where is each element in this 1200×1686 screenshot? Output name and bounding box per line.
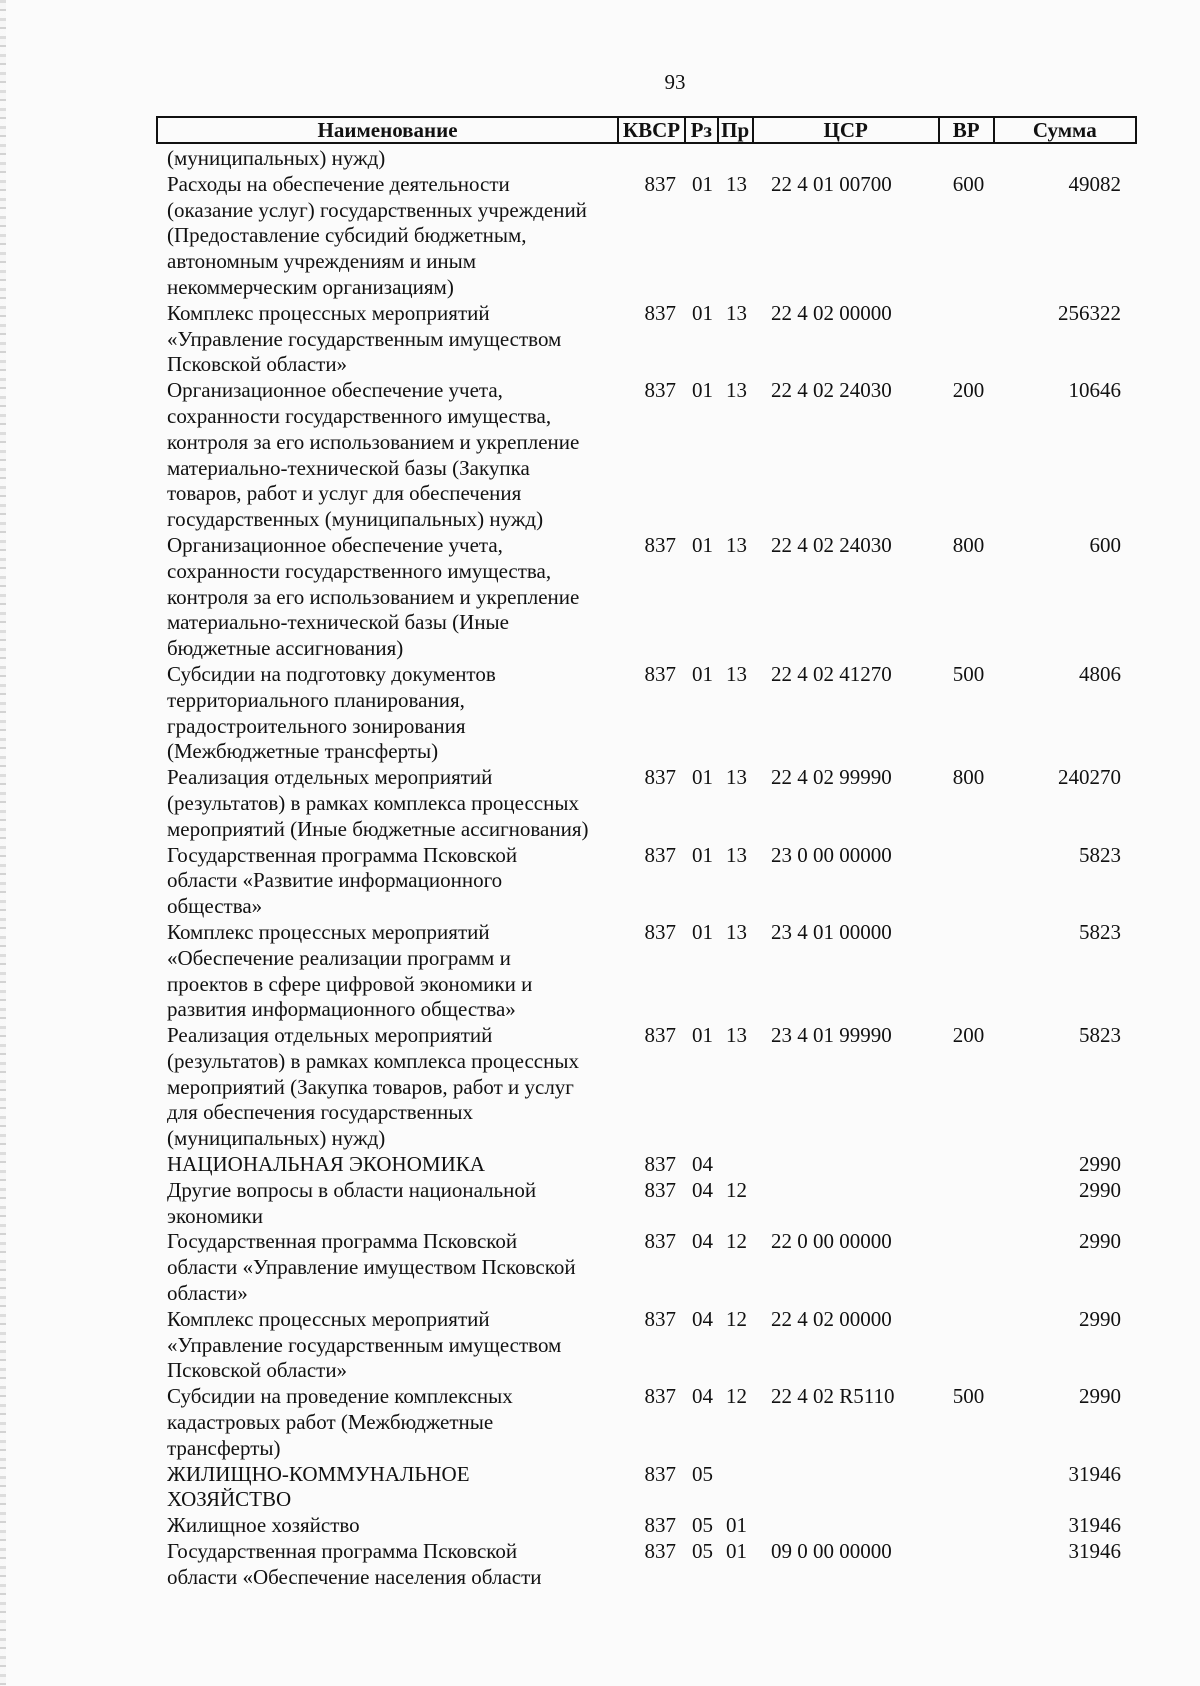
header-rz: Рз [686, 118, 719, 142]
cell-vr [941, 146, 996, 172]
cell-name: Расходы на обеспечение деятельности (оказание услуг) государственных учреждений (Предоставление субсидий бюджетным, автономным учреждениям и иным некоммерческим организациям) [167, 171, 587, 299]
cell-sum: 2990 [1079, 1384, 1121, 1409]
cell-pr: 13 [726, 300, 747, 325]
cell-rz: 01 [692, 661, 713, 686]
cell-kvsr: 837 [644, 1023, 676, 1048]
cell-kvsr: 837 [644, 378, 676, 403]
cell-csr: 22 4 02 24030 [771, 532, 892, 557]
table-row [156, 1513, 1137, 1539]
header-kvsr: КВСР [619, 118, 686, 142]
cell-pr: 01 [726, 1539, 747, 1564]
cell-sum: 2990 [1079, 1177, 1121, 1202]
cell-rz: 01 [692, 171, 713, 196]
cell-rz: 01 [692, 1023, 713, 1048]
cell-sum [996, 146, 1137, 172]
cell-vr: 200 [952, 1023, 985, 1048]
cell-kvsr [619, 146, 686, 172]
cell-vr: 800 [952, 765, 985, 790]
cell-kvsr: 837 [644, 1306, 676, 1331]
cell-csr: 22 4 02 R5110 [771, 1384, 895, 1409]
header-csr: ЦСР [754, 118, 940, 142]
cell-name: Субсидии на проведение комплексных кадастровых работ (Межбюджетные трансферты) [167, 1384, 513, 1460]
cell-csr: 22 4 02 00000 [771, 300, 892, 325]
cell-vr [941, 1513, 996, 1539]
cell-kvsr: 837 [644, 842, 676, 867]
cell-csr: 09 0 00 00000 [771, 1539, 892, 1564]
cell-vr [941, 1307, 996, 1384]
cell-rz: 04 [692, 1306, 713, 1331]
cell-sum: 5823 [1079, 1023, 1121, 1048]
header-sum: Сумма [1032, 118, 1097, 142]
cell-csr: 23 4 01 99990 [771, 1023, 892, 1048]
table-row [156, 662, 1137, 765]
table-row [156, 765, 1137, 842]
cell-pr: 13 [726, 532, 747, 557]
cell-vr [941, 1178, 996, 1230]
cell-rz [686, 146, 719, 172]
cell-sum: 2990 [1079, 1306, 1121, 1331]
cell-name: Комплекс процессных мероприятий «Управление государственным имуществом Псковской области» [167, 1306, 562, 1383]
cell-vr [941, 1152, 996, 1178]
cell-csr: 22 4 02 99990 [771, 765, 892, 790]
cell-name: Комплекс процессных мероприятий «Управление государственным имуществом Псковской области» [167, 300, 562, 377]
cell-name: ЖИЛИЩНО-КОММУНАЛЬНОЕ ХОЗЯЙСТВО [167, 1461, 470, 1512]
cell-vr: 600 [952, 171, 985, 196]
cell-kvsr: 837 [644, 661, 676, 686]
cell-kvsr: 837 [644, 1539, 676, 1564]
cell-sum: 256322 [1058, 300, 1121, 325]
table-row [156, 301, 1137, 378]
header-name: Наименование [158, 118, 619, 142]
table-row [156, 920, 1137, 1023]
cell-name: Реализация отдельных мероприятий (результатов) в рамках комплекса процессных мероприятий (Закупка товаров, работ и услуг для обеспечения государственных (муниципальных) нужд) [167, 1023, 579, 1151]
cell-kvsr: 837 [644, 300, 676, 325]
cell-kvsr: 837 [644, 1461, 676, 1486]
cell-rz: 04 [692, 1384, 713, 1409]
cell-csr [754, 1178, 941, 1230]
cell-name: Государственная программа Псковской области «Развитие информационного общества» [167, 842, 518, 919]
table-row [156, 1462, 1137, 1514]
cell-vr: 200 [952, 378, 985, 403]
cell-rz: 05 [692, 1461, 713, 1486]
cell-rz: 01 [692, 765, 713, 790]
cell-pr: 01 [726, 1513, 747, 1538]
table-row [156, 1229, 1137, 1306]
cell-pr [719, 146, 754, 172]
cell-pr: 12 [726, 1229, 747, 1254]
cell-pr: 13 [726, 1023, 747, 1048]
cell-vr [941, 301, 996, 378]
cell-csr: 22 4 01 00700 [771, 171, 892, 196]
table-row [156, 533, 1137, 662]
table-row [156, 1539, 1137, 1591]
cell-pr: 13 [726, 765, 747, 790]
cell-sum: 4806 [1079, 661, 1121, 686]
budget-table [156, 116, 1137, 1591]
cell-csr [754, 146, 941, 172]
cell-pr: 13 [726, 378, 747, 403]
cell-csr: 22 4 02 41270 [771, 661, 892, 686]
cell-sum: 2990 [1079, 1152, 1121, 1177]
cell-rz: 01 [692, 300, 713, 325]
cell-csr [754, 1152, 941, 1178]
cell-sum: 49082 [1068, 171, 1121, 196]
cell-rz: 01 [692, 378, 713, 403]
cell-sum: 31946 [1068, 1513, 1121, 1538]
table-row [156, 378, 1137, 533]
cell-csr [754, 1462, 941, 1514]
table-row [156, 172, 1137, 301]
cell-rz: 04 [692, 1152, 713, 1177]
table-header [156, 116, 1137, 144]
page-number: 93 [664, 70, 686, 94]
cell-vr: 800 [952, 532, 985, 557]
table-row [156, 1023, 1137, 1152]
header-pr: Пр [719, 118, 754, 142]
cell-vr [941, 843, 996, 920]
cell-name: Субсидии на подготовку документов территориального планирования, градостроительного зонирования (Межбюджетные трансферты) [167, 661, 496, 764]
cell-name: (муниципальных) нужд) [167, 146, 386, 170]
cell-pr [719, 1152, 754, 1178]
cell-kvsr: 837 [644, 765, 676, 790]
cell-csr: 23 4 01 00000 [771, 919, 892, 944]
cell-sum: 31946 [1068, 1461, 1121, 1486]
cell-sum: 600 [1089, 532, 1121, 557]
cell-sum: 31946 [1068, 1539, 1121, 1564]
cell-name: Комплекс процессных мероприятий «Обеспечение реализации программ и проектов в сфере цифровой экономики и развития информационного общества» [167, 919, 533, 1022]
cell-pr: 13 [726, 171, 747, 196]
cell-pr: 12 [726, 1306, 747, 1331]
cell-kvsr: 837 [644, 1229, 676, 1254]
cell-name: Государственная программа Псковской области «Управление имуществом Псковской области» [167, 1229, 576, 1306]
cell-pr: 13 [726, 842, 747, 867]
cell-name: НАЦИОНАЛЬНАЯ ЭКОНОМИКА [167, 1152, 485, 1177]
table-row [156, 146, 1137, 172]
cell-pr: 13 [726, 661, 747, 686]
cell-rz: 01 [692, 842, 713, 867]
cell-sum: 240270 [1058, 765, 1121, 790]
cell-rz: 04 [692, 1229, 713, 1254]
cell-sum: 5823 [1079, 842, 1121, 867]
cell-pr: 13 [726, 919, 747, 944]
cell-name: Организационное обеспечение учета, сохранности государственного имущества, контроля за его использованием и укрепление материально-технической базы (Закупка товаров, работ и услуг для обеспечения государственных (муниципальных) нужд) [167, 378, 580, 532]
cell-rz: 01 [692, 532, 713, 557]
cell-csr [754, 1513, 941, 1539]
cell-sum: 2990 [1079, 1229, 1121, 1254]
table-row [156, 1152, 1137, 1178]
cell-vr: 500 [952, 661, 985, 686]
cell-pr: 12 [726, 1384, 747, 1409]
cell-vr [941, 1229, 996, 1306]
cell-rz: 01 [692, 919, 713, 944]
cell-rz: 05 [692, 1539, 713, 1564]
cell-rz: 05 [692, 1513, 713, 1538]
cell-kvsr: 837 [644, 532, 676, 557]
cell-csr: 22 4 02 00000 [771, 1306, 892, 1331]
cell-kvsr: 837 [644, 1177, 676, 1202]
cell-kvsr: 837 [644, 919, 676, 944]
cell-name: Организационное обеспечение учета, сохранности государственного имущества, контроля за его использованием и укрепление материально-технической базы (Иные бюджетные ассигнования) [167, 532, 580, 661]
cell-csr: 22 4 02 24030 [771, 378, 892, 403]
cell-pr: 12 [726, 1177, 747, 1202]
cell-csr: 22 0 00 00000 [771, 1229, 892, 1254]
cell-pr [719, 1462, 754, 1514]
cell-kvsr: 837 [644, 1384, 676, 1409]
cell-kvsr: 837 [644, 1513, 676, 1538]
cell-sum: 10646 [1068, 378, 1121, 403]
cell-vr [941, 1539, 996, 1591]
cell-vr [941, 1462, 996, 1514]
cell-csr: 23 0 00 00000 [771, 842, 892, 867]
cell-kvsr: 837 [644, 171, 676, 196]
cell-kvsr: 837 [644, 1152, 676, 1177]
cell-sum: 5823 [1079, 919, 1121, 944]
cell-name: Государственная программа Псковской области «Обеспечение населения области [167, 1539, 542, 1589]
cell-vr: 500 [952, 1384, 985, 1409]
cell-name: Реализация отдельных мероприятий (результатов) в рамках комплекса процессных мероприятий (Иные бюджетные ассигнования) [167, 765, 589, 841]
cell-name: Другие вопросы в области национальной экономики [167, 1177, 537, 1228]
table-row [156, 843, 1137, 920]
table-row [156, 1178, 1137, 1230]
cell-name: Жилищное хозяйство [167, 1513, 360, 1538]
header-vr: ВР [940, 118, 995, 142]
table-body [156, 146, 1137, 1591]
cell-rz: 04 [692, 1177, 713, 1202]
cell-vr [941, 920, 996, 1023]
table-row [156, 1384, 1137, 1461]
table-row [156, 1307, 1137, 1384]
scan-edge [0, 0, 6, 1686]
